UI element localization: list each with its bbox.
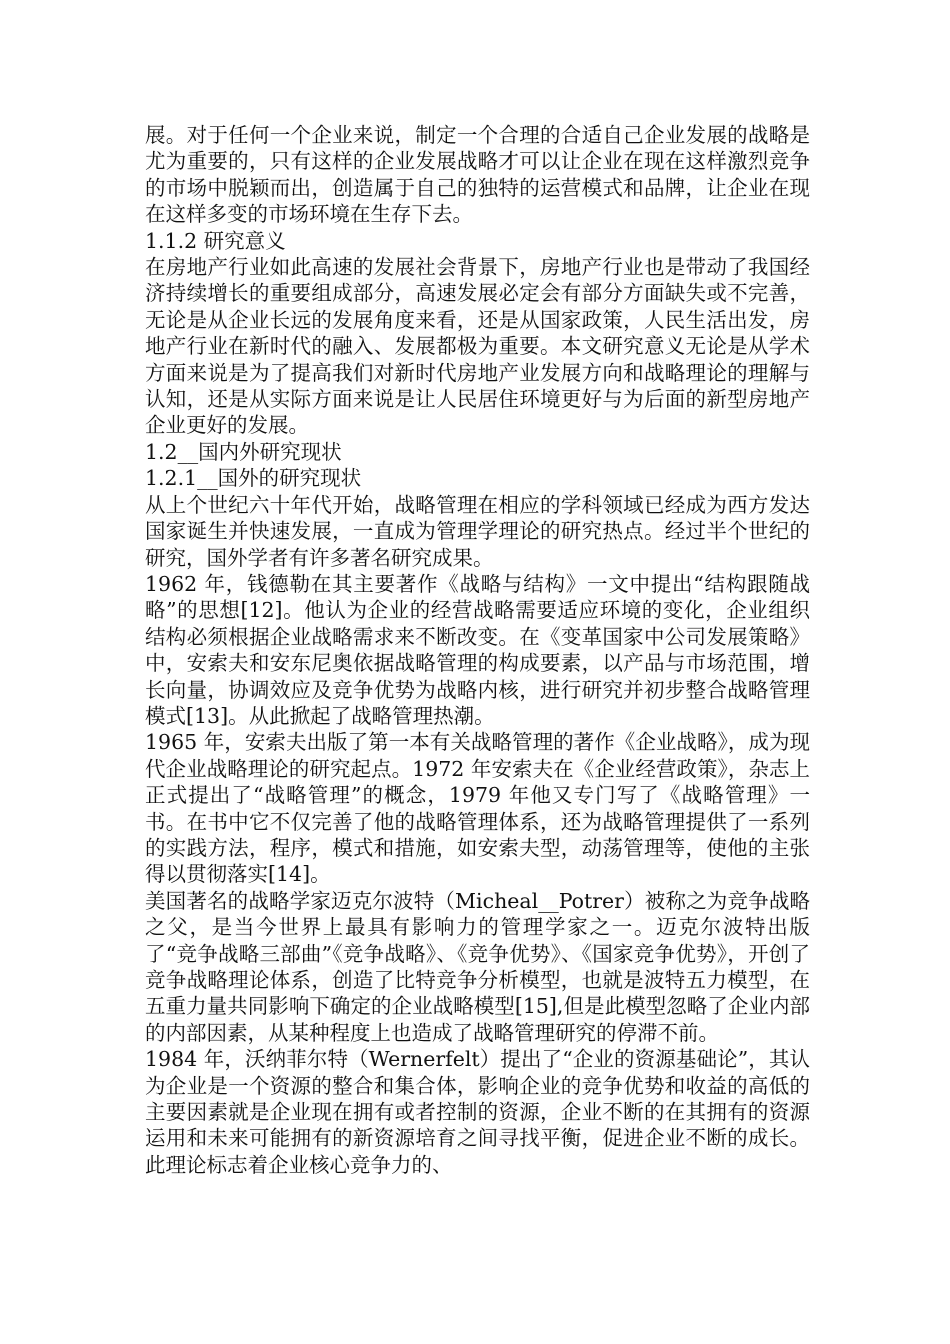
paragraph-research-significance: 在房地产行业如此高速的发展社会背景下，房地产行业也是带动了我国经济持续增长的重要组成部分，高速发展必定会有部分方面缺失或不完善，无论是从企业长远的发展角度来看，还是从国家政策，人民生活出发，房地产行业在新时代的融入、发展都极为重要。本文研究意义无论是从学术方面来说是为了提高我们对新时代房地产业发展方向和战略理论的理解与认知，还是从实际方面来说是让人民居住环境更好与为后面的新型房地产企业更好的发展。	[145, 255, 810, 438]
paragraph-wernerfelt-1984: 1984 年，沃纳菲尔特（Wernerfelt）提出了“企业的资源基础论”，其认为企业是一个资源的整合和集合体，影响企业的竞争优势和收益的高低的主要因素就是企业现在拥有或者控制的资源，企业不断的在其拥有的资源运用和未来可能拥有的新资源培育之间寻找平衡，促进企业不断的成长。此理论标志着企业核心竞争力的、	[145, 1047, 810, 1177]
heading-1-2-1: 1.2.1__国外的研究现状	[145, 466, 362, 491]
paragraph-ansoff-1965: 1965 年，安索夫出版了第一本有关战略管理的著作《企业战略》，成为现代企业战略理论的研究起点。1972 年安索夫在《企业经营政策》，杂志上正式提出了“战略管理”的概念，1979 年他又专门写了《战略管理》一书。在书中它不仅完善了他的战略管理体系，还为战略管理提供了一系列的实践方法，程序，模式和措施，如安索夫型，动荡管理等，使他的主张得以贯彻落实[14]。	[145, 730, 810, 887]
paragraph-chandler-1962: 1962 年，钱德勒在其主要著作《战略与结构》一文中提出“结构跟随战略”的思想[12]。他认为企业的经营战略需要适应环境的变化，企业组织结构必须根据企业战略需求来不断改变。在《变革国家中公司发展策略》中，安索夫和安东尼奥依据战略管理的构成要素，以产品与市场范围，增长向量，协调效应及竞争优势为战略内核，进行研究并初步整合战略管理模式[13]。从此掀起了战略管理热潮。	[145, 571, 810, 728]
heading-1-2: 1.2__国内外研究现状	[145, 439, 342, 464]
heading-1-1-2: 1.1.2 研究意义	[145, 228, 286, 253]
paragraph-foreign-intro: 从上个世纪六十年代开始，战略管理在相应的学科领域已经成为西方发达国家诞生并快速发展，一直成为管理学理论的研究热点。经过半个世纪的研究，国外学者有许多著名研究成果。	[145, 492, 810, 570]
paragraph-continuation: 展。对于任何一个企业来说，制定一个合理的合适自己企业发展的战略是尤为重要的，只有这样的企业发展战略才可以让企业在现在这样激烈竞争的市场中脱颖而出，创造属于自己的独特的运营模式和品牌，让企业在现在这样多变的市场环境在生存下去。	[145, 123, 810, 227]
document-page	[145, 122, 810, 1178]
paragraph-porter: 美国著名的战略学家迈克尔波特（Micheal__Potrer）被称之为竞争战略之父，是当今世界上最具有影响力的管理学家之一。迈克尔波特出版了“竞争战略三部曲”《竞争战略》、《竞争优势》、《国家竞争优势》，开创了竞争战略理论体系，创造了比特竞争分析模型，也就是波特五力模型，在五重力量共同影响下确定的企业战略模型[15],但是此模型忽略了企业内部的内部因素，从某种程度上也造成了战略管理研究的停滞不前。	[145, 888, 810, 1045]
